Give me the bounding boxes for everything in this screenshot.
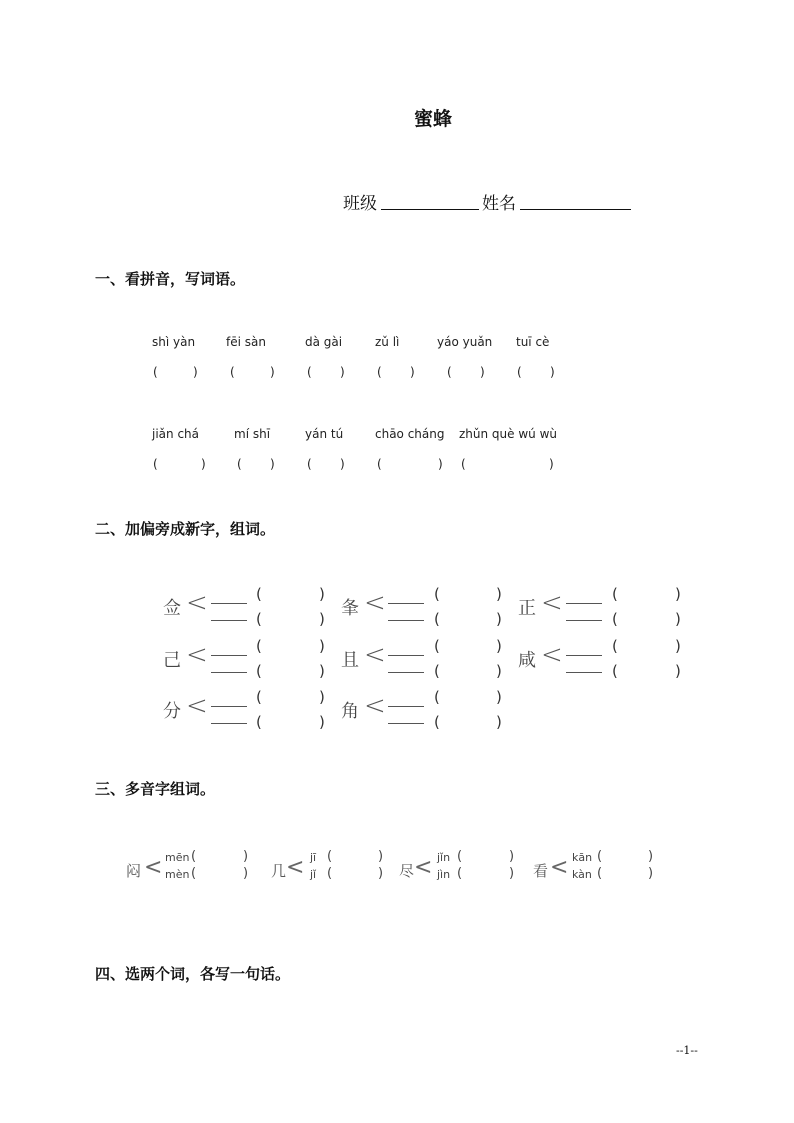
word-open-paren: ( <box>191 849 197 864</box>
section4-heading: 四、选两个词，各写一句话。 <box>95 965 291 983</box>
radical-char: 咸 <box>518 650 536 671</box>
reading-pinyin: kān <box>572 851 593 864</box>
word-close-paren: ) <box>243 849 249 864</box>
answer-open-paren: ( <box>377 365 382 379</box>
word-open-paren: ( <box>612 637 618 655</box>
word-open-paren: ( <box>256 662 262 680</box>
pinyin-item: dà gài <box>305 335 343 349</box>
answer-open-paren: ( <box>230 365 235 379</box>
char-blank-line[interactable] <box>211 603 247 604</box>
word-close-paren: ) <box>496 713 502 731</box>
word-open-paren: ( <box>256 585 262 603</box>
bracket-chevron: < <box>364 691 386 721</box>
answer-close-paren: ) <box>549 457 554 471</box>
reading-pinyin: jǐn <box>437 851 451 864</box>
word-open-paren: ( <box>434 688 440 706</box>
name-label: 姓名 <box>482 194 516 214</box>
answer-close-paren: ) <box>438 457 443 471</box>
word-close-paren: ) <box>496 637 502 655</box>
bracket-chevron: < <box>286 855 305 880</box>
word-close-paren: ) <box>496 688 502 706</box>
answer-open-paren: ( <box>237 457 242 471</box>
word-open-paren: ( <box>256 688 262 706</box>
char-blank-line[interactable] <box>211 672 247 673</box>
char-blank-line[interactable] <box>211 706 247 707</box>
word-close-paren: ) <box>509 866 515 881</box>
answer-open-paren: ( <box>153 457 158 471</box>
bracket-chevron: < <box>186 640 208 670</box>
word-open-paren: ( <box>434 713 440 731</box>
word-close-paren: ) <box>675 637 681 655</box>
name-blank[interactable] <box>520 208 631 210</box>
radical-char: 夆 <box>341 598 359 619</box>
word-open-paren: ( <box>256 637 262 655</box>
reading-pinyin: jìn <box>437 868 451 881</box>
word-close-paren: ) <box>648 866 654 881</box>
page-number: --1-- <box>676 1044 698 1057</box>
radical-char: 己 <box>163 650 181 671</box>
class-blank[interactable] <box>381 208 479 210</box>
pinyin-item: shì yàn <box>152 335 196 349</box>
answer-close-paren: ) <box>201 457 206 471</box>
char-blank-line[interactable] <box>566 620 602 621</box>
pinyin-item: zǔ lì <box>375 335 400 349</box>
pinyin-item: tuī cè <box>516 335 550 349</box>
answer-close-paren: ) <box>193 365 198 379</box>
answer-open-paren: ( <box>153 365 158 379</box>
word-open-paren: ( <box>327 866 333 881</box>
radical-char: 且 <box>341 650 359 671</box>
char-blank-line[interactable] <box>388 655 424 656</box>
word-open-paren: ( <box>327 849 333 864</box>
word-close-paren: ) <box>496 662 502 680</box>
polyphone-char: 看 <box>533 862 549 880</box>
reading-pinyin: jī <box>310 851 317 864</box>
word-close-paren: ) <box>675 610 681 628</box>
word-close-paren: ) <box>509 849 515 864</box>
word-open-paren: ( <box>434 585 440 603</box>
word-close-paren: ) <box>319 688 325 706</box>
word-open-paren: ( <box>256 610 262 628</box>
word-close-paren: ) <box>319 610 325 628</box>
answer-open-paren: ( <box>461 457 466 471</box>
char-blank-line[interactable] <box>388 672 424 673</box>
char-blank-line[interactable] <box>566 603 602 604</box>
radical-char: 正 <box>518 598 536 619</box>
bracket-chevron: < <box>550 855 569 880</box>
answer-open-paren: ( <box>307 365 312 379</box>
section3-heading: 三、多音字组词。 <box>95 780 216 798</box>
pinyin-item: zhǔn què wú wù <box>459 427 558 441</box>
char-blank-line[interactable] <box>566 655 602 656</box>
page-title: 蜜蜂 <box>413 108 452 130</box>
pinyin-item: chāo cháng <box>375 427 445 441</box>
reading-pinyin: jǐ <box>310 868 317 881</box>
bracket-chevron: < <box>541 588 563 618</box>
char-blank-line[interactable] <box>388 706 424 707</box>
word-close-paren: ) <box>319 637 325 655</box>
char-blank-line[interactable] <box>211 620 247 621</box>
char-blank-line[interactable] <box>388 723 424 724</box>
char-blank-line[interactable] <box>388 603 424 604</box>
bracket-chevron: < <box>364 640 386 670</box>
reading-pinyin: mèn <box>165 868 190 881</box>
word-open-paren: ( <box>597 866 603 881</box>
word-open-paren: ( <box>434 610 440 628</box>
answer-open-paren: ( <box>377 457 382 471</box>
polyphone-char: 尽 <box>399 862 415 880</box>
pinyin-item: yán tú <box>305 427 344 441</box>
word-close-paren: ) <box>319 585 325 603</box>
bracket-chevron: < <box>186 691 208 721</box>
pinyin-item: yáo yuǎn <box>437 335 493 349</box>
char-blank-line[interactable] <box>211 723 247 724</box>
word-open-paren: ( <box>612 610 618 628</box>
word-close-paren: ) <box>648 849 654 864</box>
char-blank-line[interactable] <box>388 620 424 621</box>
polyphone-char: 闷 <box>126 862 142 880</box>
word-open-paren: ( <box>612 585 618 603</box>
section1-heading: 一、看拼音，写词语。 <box>95 270 246 288</box>
word-close-paren: ) <box>496 585 502 603</box>
answer-close-paren: ) <box>270 365 275 379</box>
reading-pinyin: kàn <box>572 868 592 881</box>
word-close-paren: ) <box>675 662 681 680</box>
answer-close-paren: ) <box>270 457 275 471</box>
char-blank-line[interactable] <box>566 672 602 673</box>
word-close-paren: ) <box>319 662 325 680</box>
reading-pinyin: mēn <box>165 851 190 864</box>
radical-char: 分 <box>163 701 181 722</box>
word-close-paren: ) <box>378 866 384 881</box>
word-open-paren: ( <box>612 662 618 680</box>
answer-close-paren: ) <box>340 365 345 379</box>
char-blank-line[interactable] <box>211 655 247 656</box>
answer-close-paren: ) <box>550 365 555 379</box>
answer-close-paren: ) <box>480 365 485 379</box>
pinyin-item: mí shī <box>234 427 271 441</box>
word-close-paren: ) <box>378 849 384 864</box>
answer-close-paren: ) <box>340 457 345 471</box>
pinyin-item: jiǎn chá <box>152 427 199 441</box>
word-open-paren: ( <box>457 849 463 864</box>
polyphone-char: 几 <box>271 862 287 880</box>
answer-open-paren: ( <box>517 365 522 379</box>
answer-close-paren: ) <box>410 365 415 379</box>
section2-heading: 二、加偏旁成新字，组词。 <box>95 520 276 538</box>
word-open-paren: ( <box>597 849 603 864</box>
bracket-chevron: < <box>364 588 386 618</box>
word-close-paren: ) <box>496 610 502 628</box>
radical-char: 佥 <box>163 598 181 619</box>
word-open-paren: ( <box>434 637 440 655</box>
word-open-paren: ( <box>434 662 440 680</box>
answer-open-paren: ( <box>307 457 312 471</box>
word-close-paren: ) <box>675 585 681 603</box>
answer-open-paren: ( <box>447 365 452 379</box>
word-open-paren: ( <box>191 866 197 881</box>
bracket-chevron: < <box>414 855 433 880</box>
word-close-paren: ) <box>319 713 325 731</box>
class-label: 班级 <box>343 194 377 214</box>
word-open-paren: ( <box>457 866 463 881</box>
bracket-chevron: < <box>186 588 208 618</box>
radical-char: 角 <box>341 701 359 722</box>
pinyin-item: fēi sàn <box>226 335 266 349</box>
word-close-paren: ) <box>243 866 249 881</box>
bracket-chevron: < <box>144 855 163 880</box>
bracket-chevron: < <box>541 640 563 670</box>
word-open-paren: ( <box>256 713 262 731</box>
